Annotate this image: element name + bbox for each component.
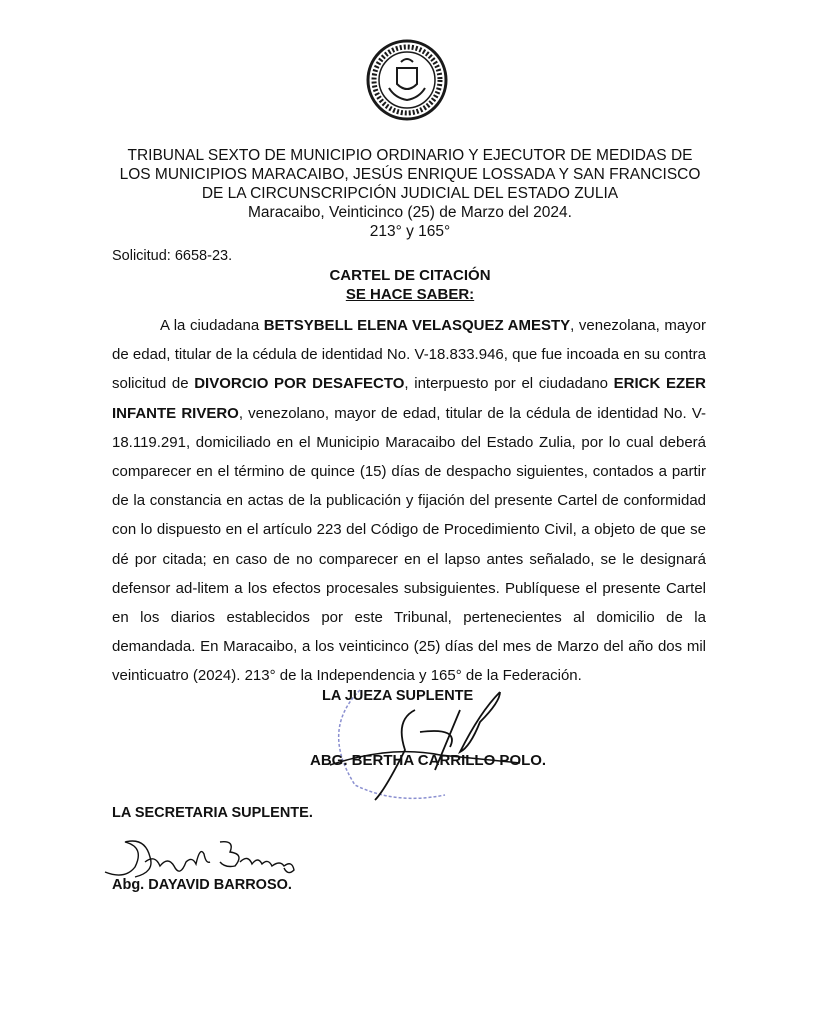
title-line: CARTEL DE CITACIÓN xyxy=(329,267,491,284)
header-date: Maracaibo, Veinticinco (25) de Marzo del 2024. xyxy=(248,204,572,221)
solicitud-number: Solicitud: 6658-23. xyxy=(112,248,233,264)
title-subline: SE HACE SABER: xyxy=(345,286,475,303)
secretary-name: Abg. DAYAVID BARROSO. xyxy=(112,877,292,893)
judge-name: ABG. BERTHA CARRILLO POLO. xyxy=(310,752,547,769)
secretary-signature xyxy=(100,832,320,880)
body-paragraph xyxy=(112,311,706,691)
bold-text: BETSYBELL ELENA VELASQUEZ AMESTY xyxy=(263,317,571,334)
judge-role: LA JUEZA SUPLENTE xyxy=(322,688,474,704)
header-line: TRIBUNAL SEXTO DE MUNICIPIO ORDINARIO Y EJECUTOR DE MEDIDAS DE xyxy=(127,147,693,164)
document-title xyxy=(240,266,580,304)
body-text: , interpuesto por el ciudadano xyxy=(404,375,614,393)
header-line: LOS MUNICIPIOS MARACAIBO, JESÚS ENRIQUE LOSSADA Y SAN FRANCISCO xyxy=(119,166,701,183)
court-seal-icon xyxy=(365,38,449,122)
body-text: , venezolano, mayor de edad, titular de la cédula de identidad No. V-18.119.291, domiciliado en el Municipio Maracaibo del Estado Zulia, por lo cual deberá comparecer en el término de quince (15) días de despacho siguientes, contados a partir de la constancia en actas de la publicación y fijación del presente Cartel de conformidad con lo dispuesto en el artículo 223 del Código de Procedimiento Civil, a objeto de que se dé por citada; en caso de no comparecer en el lapso antes señalado, se le designará defensor ad-litem a los efectos procesales subsiguientes. Publíquese el presente Cartel en los diarios establecidos por este Tribunal, pertenecientes al domicilio de la demandada. En Maracaibo, a los veinticinco (25) días del mes de Marzo del año dos mil veinticuatro (2024). 213° de la Independencia y 165° de la Federación. xyxy=(112,404,706,685)
header-years: 213° y 165° xyxy=(369,223,451,240)
body-text: , venezolana, mayor de edad, titular de la cédula de identidad No. V-18.833.946, que fue incoada en su contra solicitud de xyxy=(112,317,706,393)
bold-text: ERICK EZER INFANTE RIVERO xyxy=(112,375,707,422)
court-header xyxy=(100,146,720,241)
secretary-role: LA SECRETARIA SUPLENTE. xyxy=(112,805,313,821)
bold-text: DIVORCIO POR DESAFECTO xyxy=(194,375,405,393)
header-line: DE LA CIRCUNSCRIPCIÓN JUDICIAL DEL ESTADO ZULIA xyxy=(201,185,619,202)
body-text: A la ciudadana xyxy=(160,317,264,334)
